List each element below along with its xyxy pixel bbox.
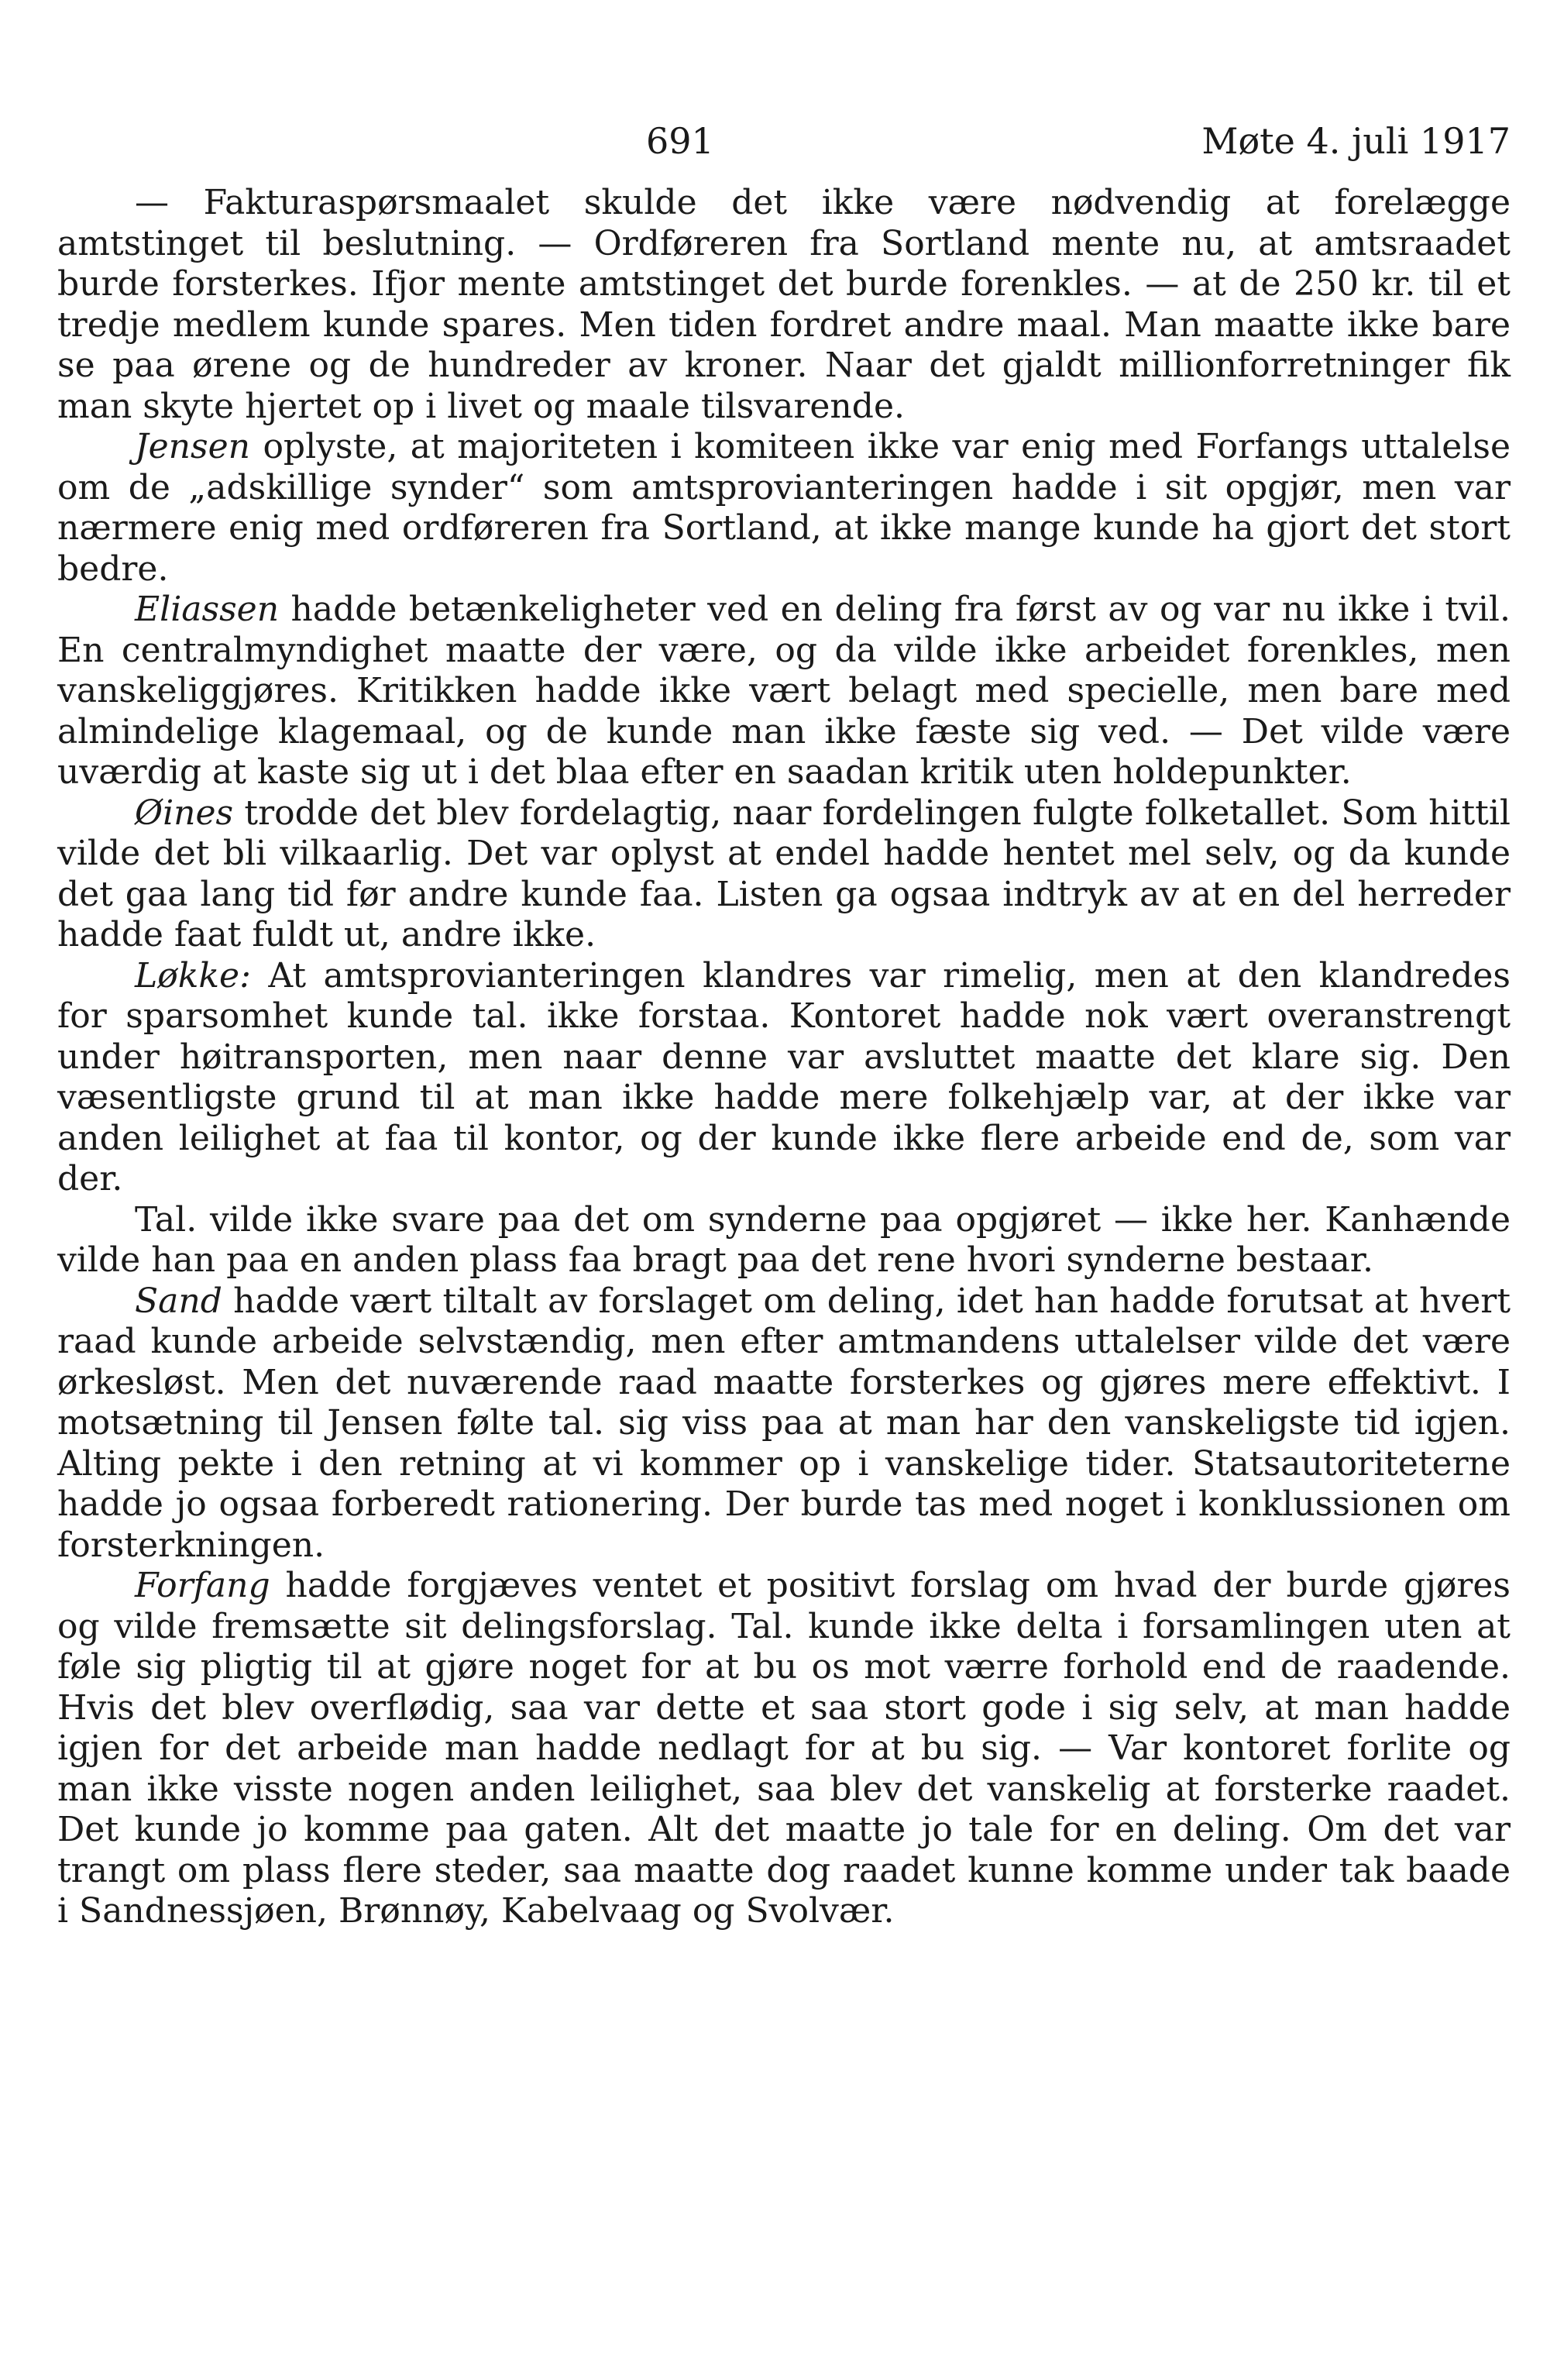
- paragraph-text: oplyste, at majoriteten i komiteen ikke var enig med Forfangs uttalelse om de „adskillige synder“ som amtsprovianteringen hadde i sit opgjør, men var nærmere enig med ordføreren fra Sortland, at ikke mange kunde ha gjort det stort bedre.: [57, 427, 1511, 589]
- paragraph-text: At amtsprovianteringen klandres var rimelig, men at den klandredes for sparsomhet kunde tal. ikke forstaa. Kontoret hadde nok vært overanstrengt under høitransporten, men naar denne var avsluttet maatte det klare sig. Den væsentligste grund til at man ikke hadde mere folkehjælp var, at der ikke var anden leilighet at faa til kontor, og der kunde ikke flere arbeide end de, som var der.: [57, 955, 1511, 1199]
- paragraph-text: hadde forgjæves ventet et positivt forslag om hvad der burde gjøres og vilde fremsætte sit delingsforslag. Tal. kunde ikke delta i forsamlingen uten at føle sig pligtig til at gjøre noget for at bu os mot værre forhold end de raadende. Hvis det blev overflødig, saa var dette et saa stort gode i sig selv, at man hadde igjen for det arbeide man hadde nedlagt for at bu sig. — Var kontoret forlite og man ikke visste nogen anden leilighet, saa blev det vanskelig at forsterke raadet. Det kunde jo komme paa gaten. Alt det maatte jo tale for en deling. Om det var trangt om plass flere steder, saa maatte dog raadet kunne komme under tak baade i Sandnessjøen, Brønnøy, Kabelvaag og Svolvær.: [57, 1566, 1511, 1931]
- speaker-name: Sand: [135, 1281, 222, 1321]
- paragraph-lokke: [57, 956, 1511, 1200]
- paragraph-forfang: [57, 1566, 1511, 1932]
- speaker-name: Eliassen: [135, 590, 280, 629]
- speaker-name: Jensen: [135, 427, 250, 466]
- speaker-name: Forfang: [135, 1566, 270, 1605]
- paragraph-text: hadde vært tiltalt av forslaget om deling, idet han hadde forutsat at hvert raad kunde arbeide selvstændig, men efter amtmandens uttalelser vilde det være ørkesløst. Men det nuværende raad maatte forsterkes og gjøres mere effektivt. I motsætning til Jensen følte tal. sig viss paa at man har den vanskeligste tid igjen. Alting pekte i den retning at vi kommer op i vanskelige tider. Statsautoriteterne hadde jo ogsaa forberedt rationering. Der burde tas med noget i konklussionen om forsterkningen.: [57, 1281, 1511, 1565]
- paragraph-text: — Fakturaspørsmaalet skulde det ikke være nødvendig at forelægge amtstinget til beslutning. — Ordføreren fra Sortland mente nu, at amtsraadet burde forsterkes. Ifjor mente amtstinget det burde forenkles. — at de 250 kr. til et tredje medlem kunde spares. Men tiden fordret andre maal. Man maatte ikke bare se paa ørene og de hundreder av kroner. Naar det gjaldt millionforretninger fik man skyte hjertet op i livet og maale tilsvarende.: [57, 183, 1511, 426]
- paragraph-text: hadde betænkeligheter ved en deling fra først av og var nu ikke i tvil. En centralmyndighet maatte der være, og da vilde ikke arbeidet forenkles, men vanskeliggjøres. Kritikken hadde ikke vært belagt med specielle, men bare med almindelige klagemaal, og de kunde man ikke fæste sig ved. — Det vilde være uværdig at kaste sig ut i det blaa efter en saadan kritik uten holdepunkter.: [57, 590, 1511, 792]
- speaker-name: Øines: [135, 793, 234, 833]
- paragraph-eliassen: [57, 590, 1511, 793]
- page-number: 691: [646, 120, 714, 162]
- meeting-date: Møte 4. juli 1917: [1201, 120, 1511, 162]
- paragraph-oines: [57, 793, 1511, 956]
- running-head: [57, 116, 1511, 166]
- paragraph-text: trodde det blev fordelagtig, naar fordelingen fulgte folketallet. Som hittil vilde det bli vilkaarlig. Det var oplyst at endel hadde hentet mel selv, og da kunde det gaa lang tid før andre kunde faa. Listen ga ogsaa indtryk av at en del herreder hadde faat fuldt ut, andre ikke.: [57, 793, 1511, 954]
- text-body: [57, 183, 1511, 1932]
- paragraph-faktura: [57, 183, 1511, 427]
- document-page: [57, 116, 1511, 1932]
- paragraph-text: Tal. vilde ikke svare paa det om synderne paa opgjøret — ikke her. Kanhænde vilde han paa en anden plass faa bragt paa det rene hvori synderne bestaar.: [57, 1199, 1511, 1280]
- paragraph-jensen: [57, 427, 1511, 590]
- paragraph-tal: [57, 1200, 1511, 1281]
- speaker-name: Løkke:: [135, 955, 251, 996]
- paragraph-sand: [57, 1281, 1511, 1567]
